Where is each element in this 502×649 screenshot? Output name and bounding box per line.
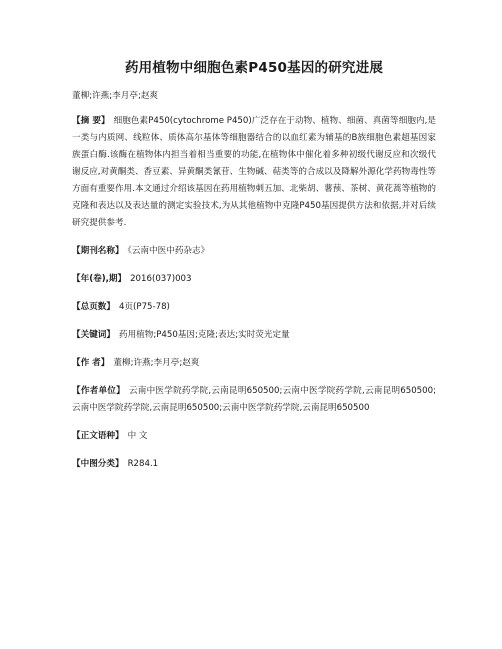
field-value: 《云南中医中药杂志》 <box>127 246 210 256</box>
field-value: 4页(P75-78) <box>118 302 170 312</box>
field-pages <box>72 299 436 316</box>
field-value: 2016(037)003 <box>130 274 192 284</box>
field-classification <box>72 456 436 473</box>
field-journal <box>72 243 436 260</box>
field-value: 董柳;许燕;李月亭;赵爽 <box>113 358 200 368</box>
field-label: 【中图分类】 <box>72 459 124 469</box>
field-label: 【关键词】 <box>72 330 115 340</box>
field-label: 【总页数】 <box>72 302 115 312</box>
field-value: R284.1 <box>127 459 159 469</box>
field-value: 药用植物;P450基因;克隆;表达;实时荧光定量 <box>118 330 290 340</box>
field-label: 【作 者】 <box>72 358 110 368</box>
field-affiliation <box>72 383 436 417</box>
field-label: 【年(卷),期】 <box>72 274 127 284</box>
author-line: 董柳;许燕;李月亭;赵爽 <box>72 91 159 101</box>
field-value: 中 文 <box>127 431 148 441</box>
abstract-section <box>72 113 436 232</box>
field-language <box>72 428 436 445</box>
field-authors <box>72 355 436 372</box>
field-value: 云南中医学院药学院,云南昆明650500;云南中医学院药学院,云南昆明650500;云南中医学院药学院,云南昆明650500;云南中医学院药学院,云南昆明650500 <box>72 386 436 413</box>
article-title: 药用植物中细胞色素P450基因的研究进展 <box>124 60 384 76</box>
abstract-text: 细胞色素P450(cytochrome P450)广泛存在于动物、植物、细菌、真菌等细胞内,是一类与内质网、线粒体、质体高尔基体等细胞器结合的以血红素为辅基的B族细胞色素超基因家族蛋白酶.该酶在植物体内担当着相当重要的功能,在植物体中催化着多种初级代谢反应和次级代谢反应,对黄酮类、香豆素、异黄酮类氰苷、生物碱、萜类等的合成以及降解外源化学药物毒性等方面有重要作用.本文通过介绍该基因在药用植物刺五加、北柴胡、薯蓣、茶树、黄花蒿等植物的克隆和表达以及表达量的测定实验技术,为从其他植物中克隆P450基因提供方法和依据,并对后续研究提供参考. <box>72 116 436 228</box>
field-keywords <box>72 327 436 344</box>
field-label: 【作者单位】 <box>72 386 125 396</box>
field-volume-issue <box>72 271 436 288</box>
abstract-label: 【摘 要】 <box>72 116 110 126</box>
field-label: 【正文语种】 <box>72 431 124 441</box>
field-label: 【期刊名称】 <box>72 246 124 256</box>
